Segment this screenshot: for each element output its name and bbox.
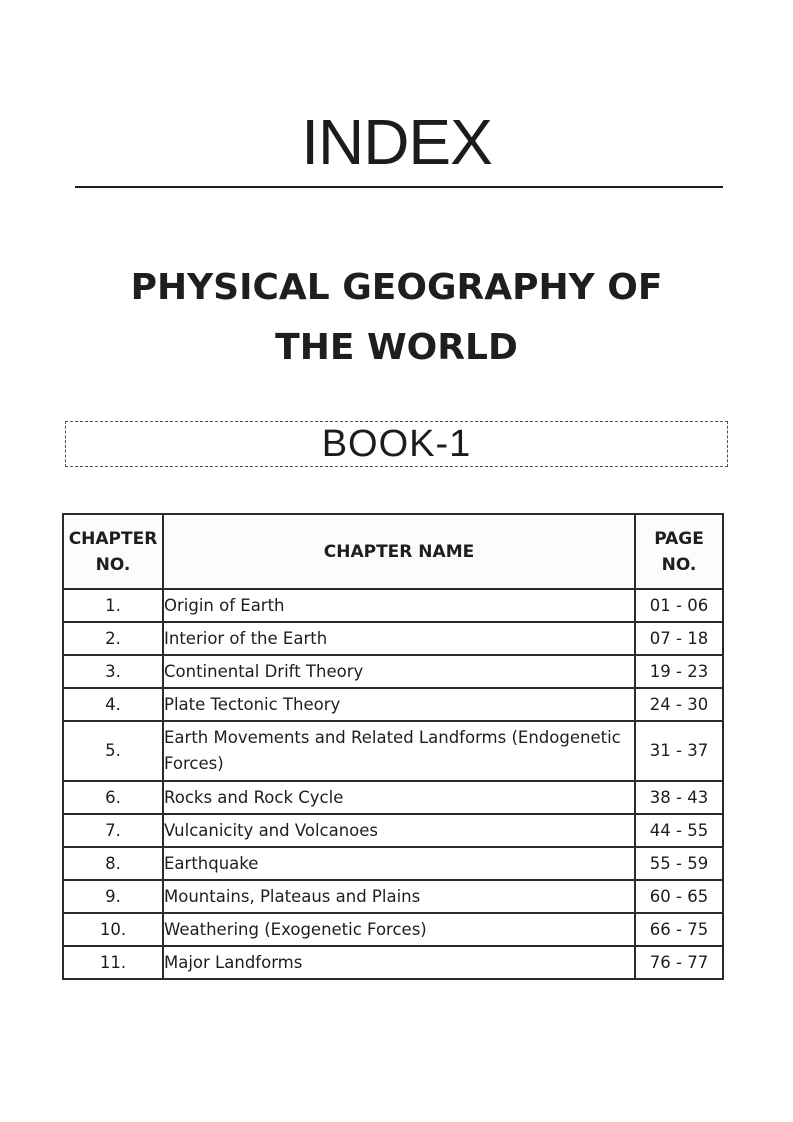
- page-range: 24 - 30: [635, 688, 723, 721]
- chapter-name: Vulcanicity and Volcanoes: [163, 814, 635, 847]
- table-row: [63, 847, 723, 880]
- page-range: 38 - 43: [635, 781, 723, 814]
- chapter-name: Weathering (Exogenetic Forces): [163, 913, 635, 946]
- chapter-index-table: [62, 513, 724, 980]
- table-row: [63, 622, 723, 655]
- chapter-name: Earth Movements and Related Landforms (Endogenetic Forces): [163, 721, 635, 781]
- table-row: [63, 655, 723, 688]
- chapter-number: 4.: [63, 688, 163, 721]
- table-row: [63, 721, 723, 781]
- chapter-number: 8.: [63, 847, 163, 880]
- chapter-number: 7.: [63, 814, 163, 847]
- book-label-box: [65, 421, 728, 467]
- header-page-no-line-2: NO.: [661, 554, 697, 575]
- chapter-name: Mountains, Plateaus and Plains: [163, 880, 635, 913]
- subject-title-line-1: PHYSICAL GEOGRAPHY OF: [130, 267, 663, 308]
- chapter-number: 9.: [63, 880, 163, 913]
- table-row: [63, 688, 723, 721]
- chapter-number: 10.: [63, 913, 163, 946]
- chapter-name: Plate Tectonic Theory: [163, 688, 635, 721]
- page-range: 60 - 65: [635, 880, 723, 913]
- chapter-number: 2.: [63, 622, 163, 655]
- page-range: 19 - 23: [635, 655, 723, 688]
- title-divider: [75, 186, 723, 188]
- header-chapter-no-line-2: NO.: [95, 554, 131, 575]
- page-title: INDEX: [301, 106, 492, 178]
- chapter-number: 5.: [63, 721, 163, 781]
- book-label: BOOK-1: [321, 423, 472, 465]
- chapter-name: Origin of Earth: [163, 589, 635, 622]
- header-page-no: [635, 514, 723, 589]
- table-row: [63, 814, 723, 847]
- header-chapter-no-line-1: CHAPTER: [68, 528, 158, 549]
- table-header-row: [63, 514, 723, 589]
- chapter-number: 6.: [63, 781, 163, 814]
- table-row: [63, 946, 723, 979]
- chapter-name: Major Landforms: [163, 946, 635, 979]
- header-chapter-name: CHAPTER NAME: [163, 514, 635, 589]
- page-range: 07 - 18: [635, 622, 723, 655]
- table-row: [63, 913, 723, 946]
- header-page-no-line-1: PAGE: [654, 528, 704, 549]
- page-range: 76 - 77: [635, 946, 723, 979]
- chapter-name: Rocks and Rock Cycle: [163, 781, 635, 814]
- chapter-name: Earthquake: [163, 847, 635, 880]
- table-row: [63, 589, 723, 622]
- page-range: 31 - 37: [635, 721, 723, 781]
- page-range: 01 - 06: [635, 589, 723, 622]
- subject-title: [0, 258, 793, 378]
- page-range: 55 - 59: [635, 847, 723, 880]
- page-range: 66 - 75: [635, 913, 723, 946]
- chapter-number: 11.: [63, 946, 163, 979]
- table-row: [63, 880, 723, 913]
- chapter-number: 1.: [63, 589, 163, 622]
- chapter-name: Interior of the Earth: [163, 622, 635, 655]
- header-chapter-no: [63, 514, 163, 589]
- table-row: [63, 781, 723, 814]
- chapter-number: 3.: [63, 655, 163, 688]
- page-range: 44 - 55: [635, 814, 723, 847]
- subject-title-line-2: THE WORLD: [275, 327, 518, 368]
- chapter-name: Continental Drift Theory: [163, 655, 635, 688]
